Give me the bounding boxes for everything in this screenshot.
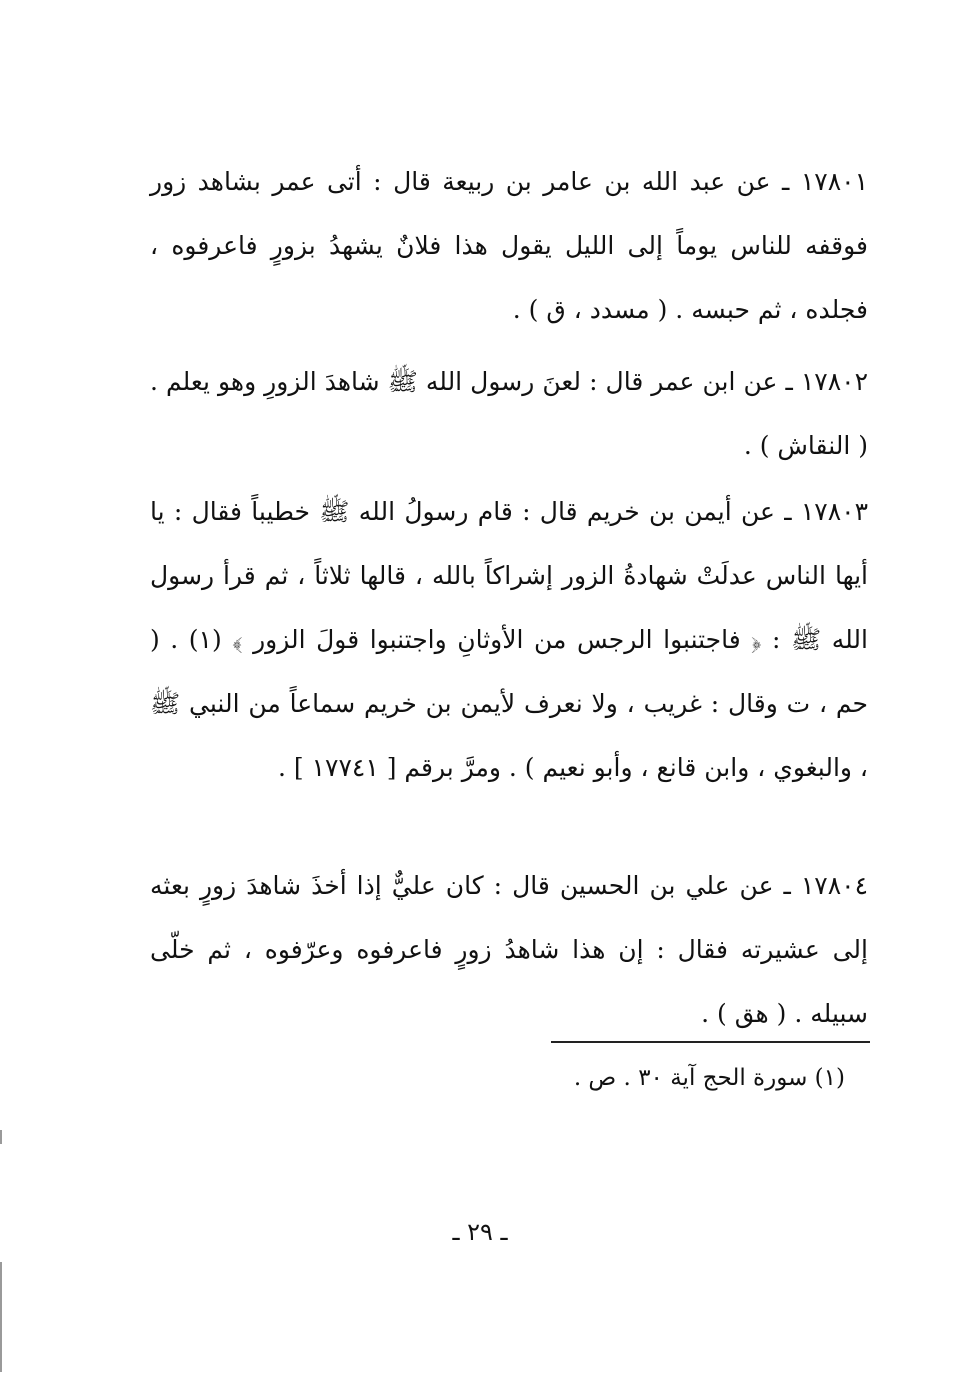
hadith-entry-17803 (150, 480, 868, 800)
entry-text: ١٧٨٠٤ ـ عن علي بن الحسين قال : كان عليٌّ إذا أخذَ شاهدَ زورٍ بعثه إلى عشيرته فقال : إن هذا شاهدُ زورٍ فاعرفوه وعرّفوه ، ثم خلّى سبيله . ( هق ) . (150, 871, 868, 1028)
page-number: ـ ٢٩ ـ (452, 1218, 508, 1246)
scan-edge-mark (0, 1262, 2, 1372)
hadith-entry-17801 (150, 150, 868, 342)
entry-text: ١٧٨٠٣ ـ عن أيمن بن خريم قال : قام رسولُ الله ﷺ خطيباً فقال : يا أيها الناس عدلَتْ شهادةُ الزور إشراكاً بالله ، قالها ثلاثاً ، ثم قرأ رسول الله ﷺ : ﴿ فاجتنبوا الرجس من الأوثانِ واجتنبوا قولَ الزور ﴾ (١) . ( حم ، ت وقال : غريب ، ولا نعرف لأيمن بن خريم سماعاً من النبي ﷺ ، والبغوي ، وابن قانع ، وأبو نعيم ) . ومرَّ برقم [ ١٧٧٤١ ] . (150, 497, 868, 782)
hadith-entry-17804 (150, 854, 868, 1046)
scan-edge-mark (0, 1130, 2, 1144)
entry-text: ١٧٨٠١ ـ عن عبد الله بن عامر بن ربيعة قال : أتى عمر بشاهد زور فوقفه للناس يوماً إلى الليل يقول هذا فلانٌ يشهدُ بزورٍ فاعرفوه ، فجلده ، ثم حبسه . ( مسدد ، ق ) . (150, 167, 868, 324)
footnote: (١) سورة الحج آية ٣٠ . ص . (573, 1065, 845, 1091)
entry-text: ١٧٨٠٢ ـ عن ابن عمر قال : لعنَ رسول الله ﷺ شاهدَ الزورِ وهو يعلم . ( النقاش ) . (150, 367, 868, 460)
hadith-entry-17802 (150, 350, 868, 478)
footnote-divider (551, 1041, 870, 1043)
